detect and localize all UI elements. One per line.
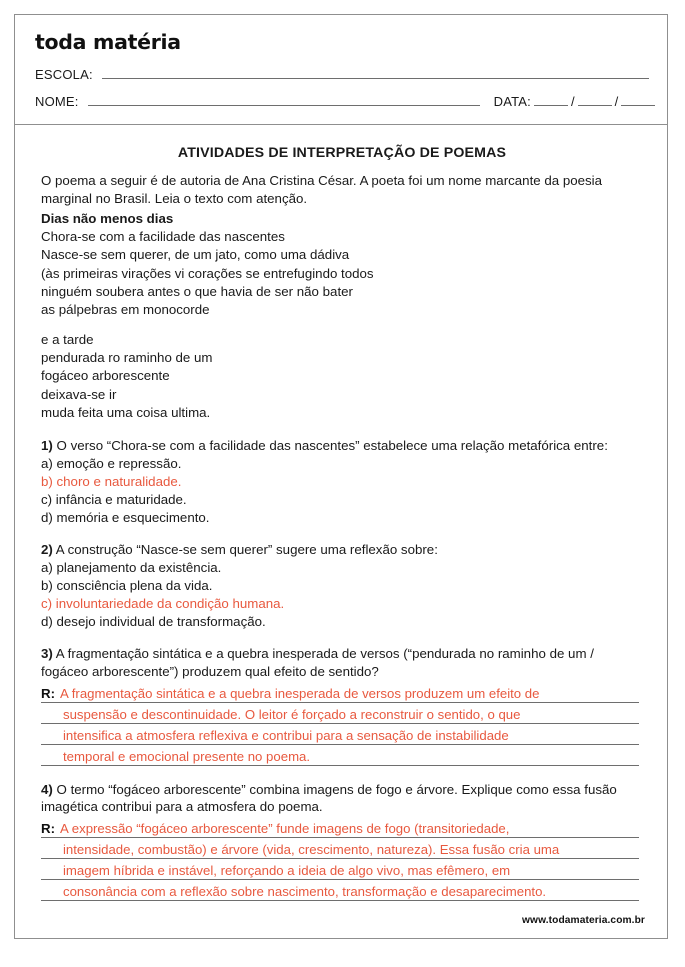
question-3 [41, 645, 643, 765]
question-2-option-d[interactable]: d) desejo individual de transformação. [41, 613, 266, 629]
question-1-number: 1) [41, 438, 53, 454]
question-4 [41, 781, 643, 901]
school-input-line[interactable] [102, 67, 649, 79]
question-3-text [41, 645, 643, 680]
answer-line[interactable] [41, 703, 639, 724]
page-title: ATIVIDADES DE INTERPRETAÇÃO DE POEMAS [177, 145, 507, 161]
answer-text: imagem híbrida e instável, reforçando a ideia de algo vivo, mas efêmero, em [63, 863, 511, 878]
question-2 [41, 541, 643, 630]
name-input-line[interactable] [88, 94, 480, 106]
question-1-option-b[interactable]: b) choro e naturalidade. [41, 473, 182, 489]
answer-text: intensidade, combustão) e árvore (vida, crescimento, natureza). Essa fusão cria uma [63, 842, 560, 857]
answer-text: consonância com a reflexão sobre nascimento, transformação e desaparecimento. [63, 884, 547, 899]
poem-line: Nasce-se sem querer, de um jato, como uma dádiva [41, 247, 350, 263]
school-label: ESCOLA: [35, 67, 93, 82]
poem-line: (às primeiras virações vi corações se entrefugindo todos [41, 265, 374, 281]
answer-text: A fragmentação sintática e a quebra inesperada de versos produzem um efeito de [60, 685, 540, 701]
poem-line: fogáceo arborescente [41, 368, 170, 384]
answer-label: R: [41, 821, 56, 836]
date-separator-2: / [614, 94, 619, 109]
answer-text: intensifica a atmosfera reflexiva e contribui para a sensação de instabilidade [63, 727, 509, 743]
brand-logo: toda matéria [35, 30, 181, 54]
poem-stanza-1 [41, 228, 643, 320]
date-year-input[interactable] [621, 94, 655, 106]
question-1 [41, 437, 643, 526]
stanza-spacer [41, 320, 643, 331]
date-day-input[interactable] [534, 94, 568, 106]
poem-line: e a tarde [41, 331, 94, 347]
date-separator-1: / [570, 94, 575, 109]
answer-text: temporal e emocional presente no poema. [63, 748, 311, 764]
poem-line: ninguém soubera antes o que havia de ser não bater [41, 284, 353, 300]
answer-line[interactable] [41, 859, 639, 880]
question-4-body: O termo “fogáceo arborescente” combina imagens de fogo e árvore. Explique como essa fusão imagética contribui para a atmosfera do poema. [41, 781, 617, 815]
answer-label: R: [41, 685, 56, 701]
date-month-input[interactable] [578, 94, 612, 106]
question-2-body: A construção “Nasce-se sem querer” sugere uma reflexão sobre: [55, 542, 438, 558]
date-label: DATA: [493, 94, 531, 109]
answer-line[interactable] [41, 817, 639, 838]
question-4-answer-area[interactable] [41, 817, 643, 901]
poem-line: pendurada ro raminho de um [41, 350, 213, 366]
name-label: NOME: [35, 94, 79, 109]
worksheet-header [15, 15, 667, 125]
question-1-option-c[interactable]: c) infância e maturidade. [41, 491, 187, 507]
answer-line[interactable] [41, 682, 639, 703]
question-1-option-d[interactable]: d) memória e esquecimento. [41, 509, 210, 525]
question-2-number: 2) [41, 542, 53, 558]
date-field-group [494, 94, 659, 109]
intro-paragraph: O poema a seguir é de autoria de Ana Cristina César. A poeta foi um nome marcante da poesia marginal no Brasil. Leia o texto com atenção. [41, 173, 603, 206]
answer-line[interactable] [41, 724, 639, 745]
poem-line: Chora-se com a facilidade das nascentes [41, 229, 285, 245]
question-4-text [41, 781, 643, 816]
poem-line: deixava-se ir [41, 386, 117, 402]
question-3-number: 3) [41, 646, 53, 662]
question-3-body: A fragmentação sintática e a quebra inesperada de versos (“pendurada no raminho de um / fogáceo arborescente”) produzem qual efeito de sentido? [41, 646, 594, 679]
answer-line[interactable] [41, 838, 639, 859]
question-2-option-c[interactable]: c) involuntariedade da condição humana. [41, 595, 285, 611]
question-2-option-a[interactable]: a) planejamento da existência. [41, 560, 222, 576]
answer-text: suspensão e descontinuidade. O leitor é forçado a reconstruir o sentido, o que [63, 706, 521, 722]
question-1-option-a[interactable]: a) emoção e repressão. [41, 456, 182, 472]
poem-line: as pálpebras em monocorde [41, 302, 210, 318]
answer-line[interactable] [41, 880, 639, 901]
question-4-number: 4) [41, 781, 53, 797]
worksheet-content [15, 125, 667, 901]
school-field-row [35, 67, 649, 82]
footer-website: www.todamateria.com.br [522, 915, 645, 926]
question-2-text [41, 541, 643, 559]
question-1-body: O verso “Chora-se com a facilidade das nascentes” estabelece uma relação metafórica entre: [56, 438, 608, 454]
answer-text: A expressão “fogáceo arborescente” funde imagens de fogo (transitoriedade, [60, 821, 510, 836]
question-3-answer-area[interactable] [41, 682, 643, 766]
worksheet-page [14, 14, 668, 939]
question-1-text [41, 437, 643, 455]
poem-title: Dias não menos dias [41, 211, 174, 227]
poem-line: muda feita uma coisa ultima. [41, 405, 211, 421]
poem-stanza-2 [41, 331, 643, 423]
name-field-row [35, 94, 649, 109]
question-2-option-b[interactable]: b) consciência plena da vida. [41, 577, 213, 593]
answer-line[interactable] [41, 745, 639, 766]
